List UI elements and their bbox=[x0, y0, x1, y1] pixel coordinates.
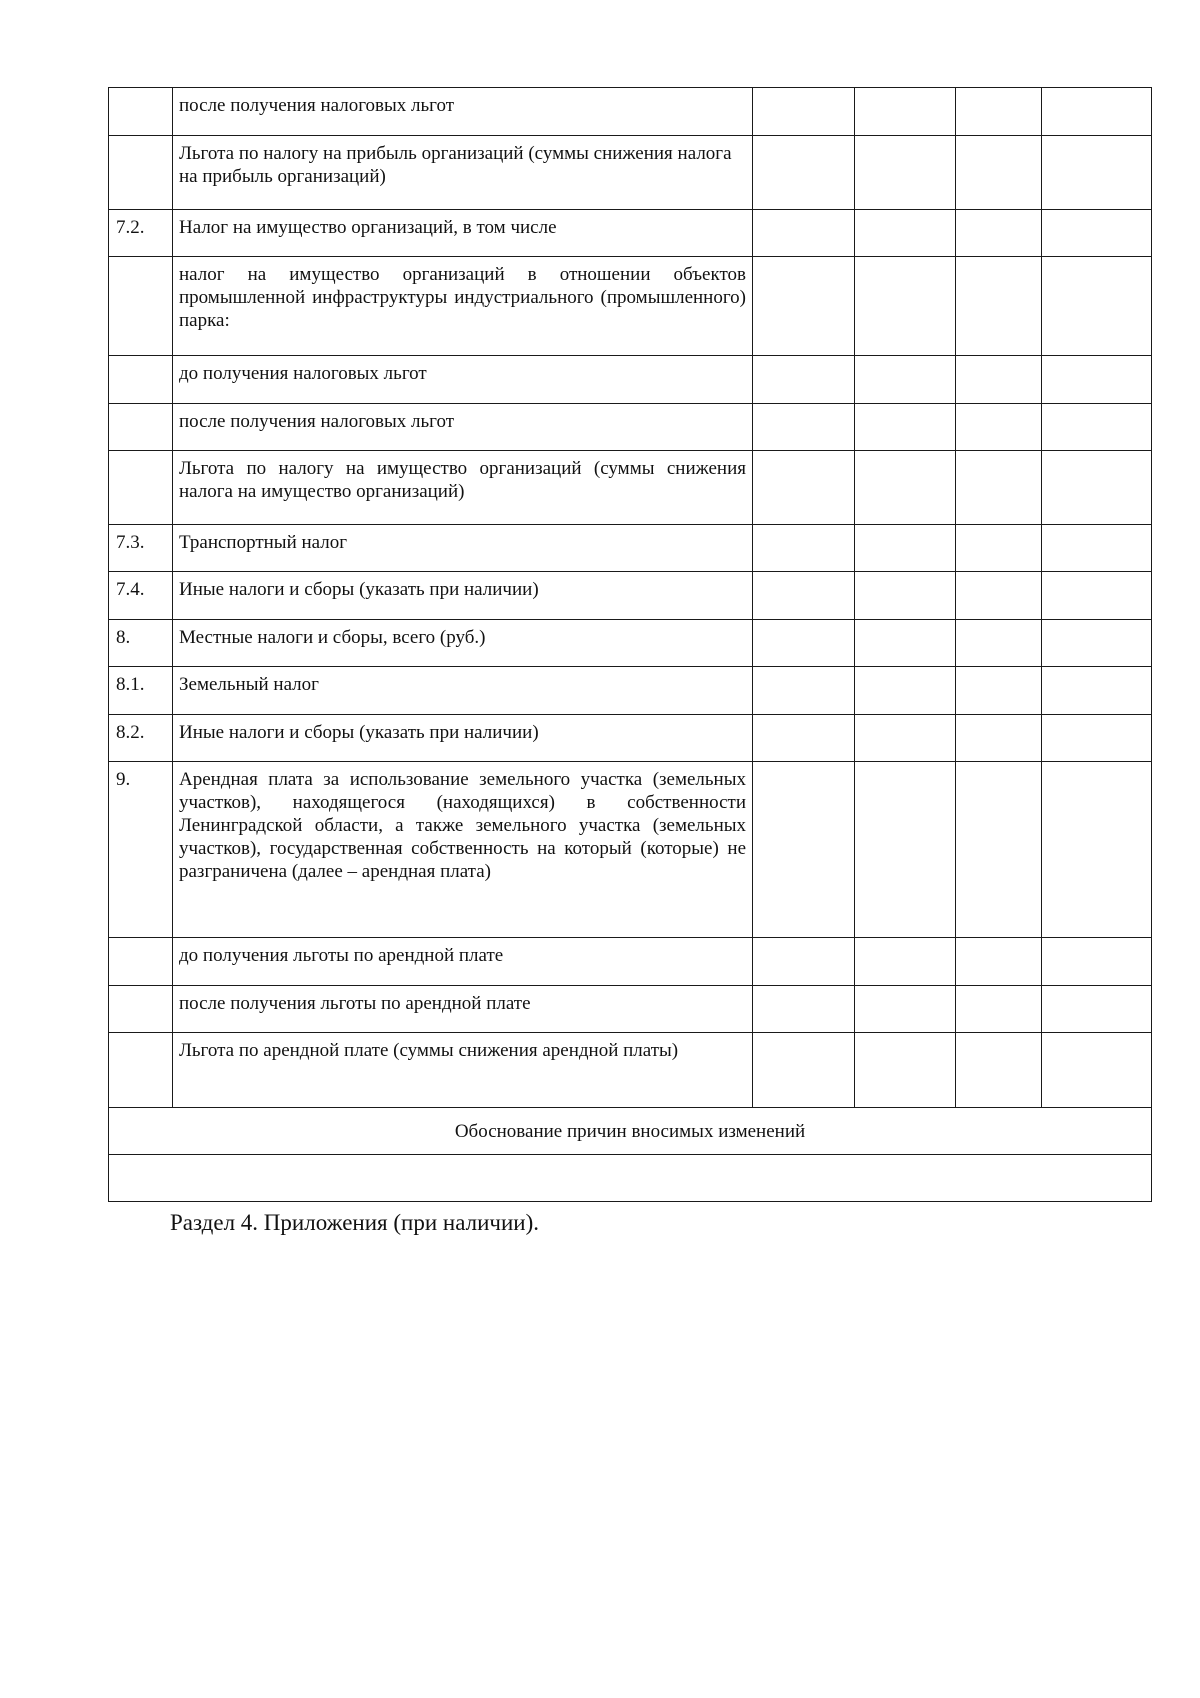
value-cell[interactable] bbox=[753, 88, 855, 136]
row-number: 9. bbox=[109, 762, 173, 938]
value-cell[interactable] bbox=[956, 451, 1042, 525]
value-cell[interactable] bbox=[855, 762, 956, 938]
row-number bbox=[109, 88, 173, 136]
table-row bbox=[109, 404, 1152, 451]
value-cell[interactable] bbox=[753, 451, 855, 525]
value-cell[interactable] bbox=[1042, 404, 1152, 451]
row-description: после получения налоговых льгот bbox=[173, 404, 753, 451]
row-description: Льгота по арендной плате (суммы снижения арендной платы) bbox=[173, 1033, 753, 1108]
value-cell[interactable] bbox=[1042, 525, 1152, 572]
row-number: 7.2. bbox=[109, 210, 173, 257]
table-row bbox=[109, 356, 1152, 404]
value-cell[interactable] bbox=[855, 525, 956, 572]
justification-row bbox=[109, 1155, 1152, 1202]
value-cell[interactable] bbox=[1042, 572, 1152, 620]
value-cell[interactable] bbox=[1042, 136, 1152, 210]
value-cell[interactable] bbox=[753, 257, 855, 356]
section-title: Раздел 4. Приложения (при наличии). bbox=[170, 1210, 539, 1235]
row-number: 8. bbox=[109, 620, 173, 667]
value-cell[interactable] bbox=[855, 620, 956, 667]
value-cell[interactable] bbox=[855, 1033, 956, 1108]
value-cell[interactable] bbox=[753, 762, 855, 938]
row-number: 7.4. bbox=[109, 572, 173, 620]
row-description: Иные налоги и сборы (указать при наличии) bbox=[173, 715, 753, 762]
value-cell[interactable] bbox=[855, 715, 956, 762]
row-number bbox=[109, 136, 173, 210]
value-cell[interactable] bbox=[1042, 620, 1152, 667]
value-cell[interactable] bbox=[753, 986, 855, 1033]
value-cell[interactable] bbox=[956, 986, 1042, 1033]
table-body bbox=[109, 88, 1152, 1202]
value-cell[interactable] bbox=[1042, 451, 1152, 525]
row-number bbox=[109, 356, 173, 404]
value-cell[interactable] bbox=[1042, 88, 1152, 136]
value-cell[interactable] bbox=[956, 525, 1042, 572]
row-description: Транспортный налог bbox=[173, 525, 753, 572]
table-row bbox=[109, 667, 1152, 715]
value-cell[interactable] bbox=[956, 620, 1042, 667]
value-cell[interactable] bbox=[753, 572, 855, 620]
table-row bbox=[109, 451, 1152, 525]
value-cell[interactable] bbox=[956, 356, 1042, 404]
value-cell[interactable] bbox=[855, 356, 956, 404]
value-cell[interactable] bbox=[753, 620, 855, 667]
row-description: Налог на имущество организаций, в том числе bbox=[173, 210, 753, 257]
value-cell[interactable] bbox=[956, 88, 1042, 136]
value-cell[interactable] bbox=[753, 667, 855, 715]
value-cell[interactable] bbox=[753, 525, 855, 572]
value-cell[interactable] bbox=[855, 257, 956, 356]
value-cell[interactable] bbox=[1042, 715, 1152, 762]
value-cell[interactable] bbox=[855, 210, 956, 257]
table-row bbox=[109, 257, 1152, 356]
row-number: 7.3. bbox=[109, 525, 173, 572]
value-cell[interactable] bbox=[753, 356, 855, 404]
value-cell[interactable] bbox=[1042, 1033, 1152, 1108]
value-cell[interactable] bbox=[956, 257, 1042, 356]
row-description: Иные налоги и сборы (указать при наличии) bbox=[173, 572, 753, 620]
row-description: налог на имущество организаций в отношении объектов промышленной инфраструктуры индустриального (промышленного) парка: bbox=[173, 257, 753, 356]
row-description: Льгота по налогу на прибыль организаций (суммы снижения налога на прибыль организаций) bbox=[173, 136, 753, 210]
table-row bbox=[109, 136, 1152, 210]
table-row bbox=[109, 1033, 1152, 1108]
value-cell[interactable] bbox=[1042, 210, 1152, 257]
row-description: до получения льготы по арендной плате bbox=[173, 938, 753, 986]
value-cell[interactable] bbox=[855, 572, 956, 620]
value-cell[interactable] bbox=[855, 88, 956, 136]
value-cell[interactable] bbox=[753, 210, 855, 257]
row-number bbox=[109, 404, 173, 451]
row-number bbox=[109, 938, 173, 986]
row-number: 8.1. bbox=[109, 667, 173, 715]
value-cell[interactable] bbox=[956, 404, 1042, 451]
value-cell[interactable] bbox=[1042, 986, 1152, 1033]
value-cell[interactable] bbox=[855, 136, 956, 210]
justification-header-row bbox=[109, 1108, 1152, 1155]
justification-field[interactable] bbox=[109, 1155, 1152, 1202]
value-cell[interactable] bbox=[1042, 257, 1152, 356]
value-cell[interactable] bbox=[1042, 762, 1152, 938]
table-row bbox=[109, 572, 1152, 620]
row-number bbox=[109, 451, 173, 525]
value-cell[interactable] bbox=[753, 1033, 855, 1108]
value-cell[interactable] bbox=[753, 404, 855, 451]
value-cell[interactable] bbox=[956, 136, 1042, 210]
row-description: после получения налоговых льгот bbox=[173, 88, 753, 136]
value-cell[interactable] bbox=[956, 572, 1042, 620]
row-description: Арендная плата за использование земельного участка (земельных участков), находящегося (находящихся) в собственности Ленинградской области, а также земельного участка (земельных участков), государственная собственность на который (которые) не разграничена (далее – арендная плата) bbox=[173, 762, 753, 938]
value-cell[interactable] bbox=[956, 938, 1042, 986]
row-description: Местные налоги и сборы, всего (руб.) bbox=[173, 620, 753, 667]
value-cell[interactable] bbox=[753, 136, 855, 210]
table-row bbox=[109, 620, 1152, 667]
value-cell[interactable] bbox=[753, 938, 855, 986]
table-row bbox=[109, 762, 1152, 938]
value-cell[interactable] bbox=[956, 715, 1042, 762]
value-cell[interactable] bbox=[855, 404, 956, 451]
row-description: Земельный налог bbox=[173, 667, 753, 715]
value-cell[interactable] bbox=[753, 715, 855, 762]
table-row bbox=[109, 210, 1152, 257]
table-row bbox=[109, 525, 1152, 572]
value-cell[interactable] bbox=[956, 1033, 1042, 1108]
row-number bbox=[109, 1033, 173, 1108]
table-row bbox=[109, 986, 1152, 1033]
value-cell[interactable] bbox=[1042, 667, 1152, 715]
row-number: 8.2. bbox=[109, 715, 173, 762]
value-cell[interactable] bbox=[855, 986, 956, 1033]
indicators-table bbox=[108, 87, 1152, 1202]
value-cell[interactable] bbox=[956, 762, 1042, 938]
value-cell[interactable] bbox=[855, 667, 956, 715]
row-description: Льгота по налогу на имущество организаций (суммы снижения налога на имущество организаций) bbox=[173, 451, 753, 525]
value-cell[interactable] bbox=[956, 667, 1042, 715]
justification-header: Обоснование причин вносимых изменений bbox=[109, 1108, 1152, 1155]
value-cell[interactable] bbox=[1042, 938, 1152, 986]
row-description: после получения льготы по арендной плате bbox=[173, 986, 753, 1033]
table-row bbox=[109, 88, 1152, 136]
row-number bbox=[109, 257, 173, 356]
value-cell[interactable] bbox=[855, 938, 956, 986]
value-cell[interactable] bbox=[956, 210, 1042, 257]
value-cell[interactable] bbox=[855, 451, 956, 525]
table-row bbox=[109, 938, 1152, 986]
row-description: до получения налоговых льгот bbox=[173, 356, 753, 404]
row-number bbox=[109, 986, 173, 1033]
table-row bbox=[109, 715, 1152, 762]
value-cell[interactable] bbox=[1042, 356, 1152, 404]
